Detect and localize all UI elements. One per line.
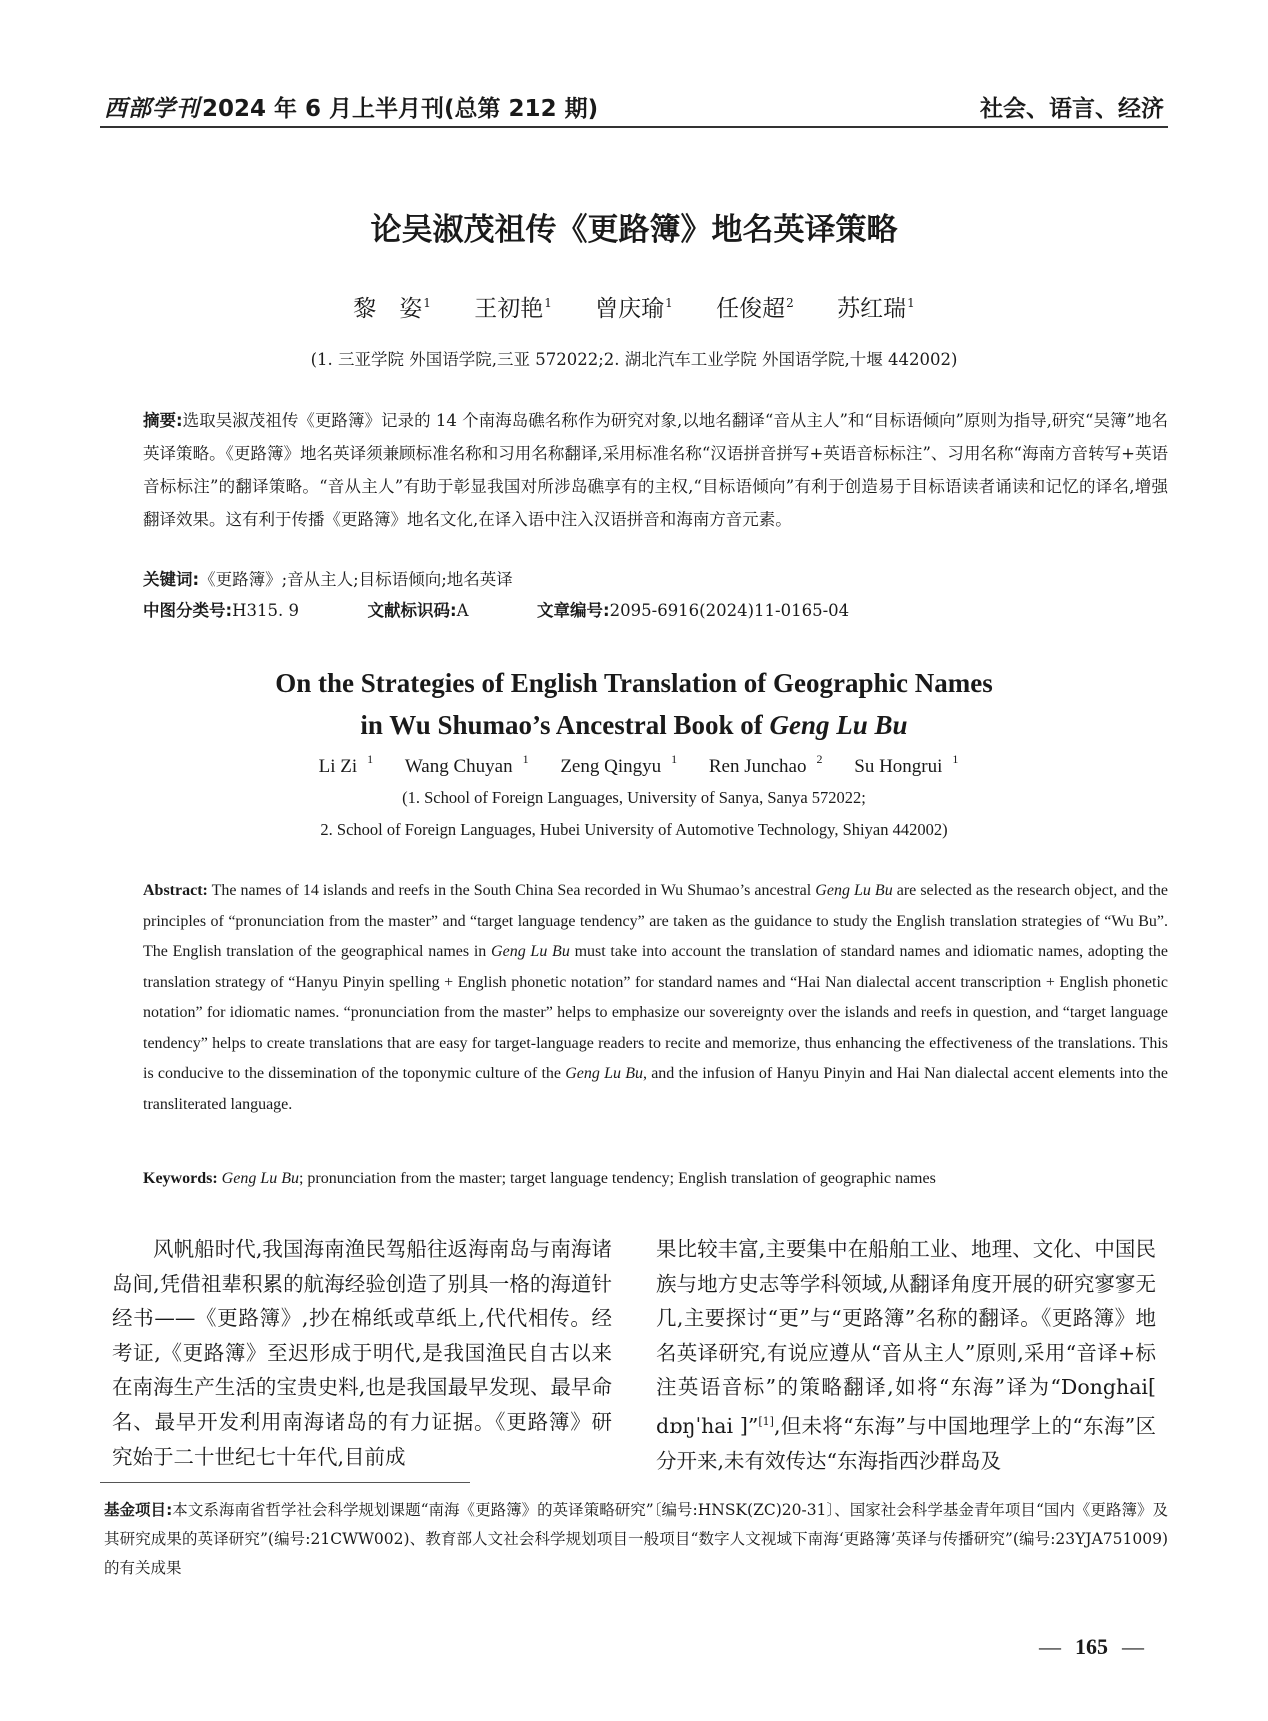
author-cn: 任俊超$^2$ xyxy=(716,296,794,322)
clc-value: H315. 9 xyxy=(232,601,299,620)
article-title-cn: 论吴淑茂祖传《更路簿》地名英译策略 xyxy=(370,212,898,248)
body-paragraph: 风帆船时代,我国海南渔民驾船往返海南岛与南海诸岛间,凭借祖辈积累的航海经验创造了别具一格的海道针经书——《更路簿》,抄在棉纸或草纸上,代代相传。经考证,《更路簿》至迟形成于明代,是我国渔民自古以来在南海生产生活的宝贵史料,也是我国最早发现、最早命名、最早开发利用南海诸岛的有力证据。《更路簿》研究始于二十世纪七十年代,目前成 xyxy=(112,1237,612,1469)
funding-text: 本文系海南省哲学社会科学规划课题“南海《更路簿》的英译策略研究”〔编号:HNSK(ZC)20-31〕、国家社会科学基金青年项目“国内《更路簿》及其研究成果的英译研究”(编号:21CWW002)、教育部人文社会科学规划项目一般项目“数字人文视域下南海‘更路簿’英译与传播研究”(编号:23YJA751009)的有关成果 xyxy=(104,1501,1169,1577)
affiliation-en-2: 2. School of Foreign Languages, Hubei University of Automotive Technology, Shiyan 442002) xyxy=(320,820,948,839)
article-title-en xyxy=(0,662,1268,746)
keywords-en-label: Keywords: xyxy=(143,1170,218,1187)
funding-label: 基金项目: xyxy=(104,1501,173,1519)
abstract-en-label: Abstract: xyxy=(143,882,208,899)
doc-code-value: A xyxy=(456,601,469,620)
author-cn: 王初艳$^1$ xyxy=(474,296,552,322)
author-en: Wang Chuyan $^1$ xyxy=(404,752,529,777)
body-paragraph: 果比较丰富,主要集中在船舶工业、地理、文化、中国民族与地方史志等学科领域,从翻译角度开展的研究寥寥无几,主要探讨“更”与“更路簿”名称的翻译。《更路簿》地名英译研究,有说应遵从“音从主人”原则,采用“音译+标注英语音标”的策略翻译,如将“东海”译为“Donghai[ dɒŋˈhai ]”[1],但未将“东海”与中国地理学上的“东海”区分开来,未有效传达“东海指西沙群岛及 xyxy=(656,1237,1156,1473)
doc-code-label: 文献标识码: xyxy=(367,601,457,620)
page-number: — 165 — xyxy=(1039,1634,1144,1659)
author-en: Su Hongrui $^1$ xyxy=(854,752,959,777)
footnote-rule xyxy=(100,1482,470,1483)
author-en: Li Zi $^1$ xyxy=(318,752,374,777)
author-cn: 苏红瑞$^1$ xyxy=(837,296,915,322)
header-rule xyxy=(100,126,1168,128)
book-title-italic: Geng Lu Bu xyxy=(769,710,908,740)
author-en: Ren Junchao $^2$ xyxy=(708,752,823,777)
author-cn: 曾庆瑜$^1$ xyxy=(595,296,673,322)
abstract-en: Abstract: The names of 14 islands and reefs in the South China Sea recorded in Wu Shumao’s ancestral Geng Lu Bu are selected as the research object, and the principles of “pronunciation from the master” and “target language tendency” are taken as the guidance to study the English translation strategies of “Wu Bu”. The English translation of the geographical names in Geng Lu Bu must take into account the translation of standard names and idiomatic names, adopting the translation strategy of “Hanyu Pinyin spelling + English phonetic notation” for standard names and “Hai Nan dialectal accent transcription + English phonetic notation” for idiomatic names. “pronunciation from the master” helps to emphasize our sovereignty over the islands and reefs in question, and “target language tendency” helps to create translations that are easy for target-language readers to recite and memorize, thus enhancing the effectiveness of the translations. This is conducive to the dissemination of the toponymic culture of the Geng Lu Bu, and the infusion of Hanyu Pinyin and Hai Nan dialectal accent elements into the transliterated language. xyxy=(143,882,1169,1113)
affiliation-en-1: (1. School of Foreign Languages, University of Sanya, Sanya 572022; xyxy=(402,788,866,807)
body-column-left xyxy=(112,1232,612,1474)
keywords-cn-label: 关键词: xyxy=(143,570,200,589)
article-number-value: 2095-6916(2024)11-0165-04 xyxy=(609,601,850,620)
abstract-cn xyxy=(143,404,1168,536)
journal-logo: 西部学刊 xyxy=(104,95,200,122)
authors-cn xyxy=(0,290,1268,323)
title-en-line1: On the Strategies of English Translation of Geographic Names xyxy=(275,668,993,698)
classification-line xyxy=(143,597,849,621)
author-cn: 黎 姿$^1$ xyxy=(353,296,431,322)
funding-footnote xyxy=(104,1496,1168,1583)
article-number-label: 文章编号: xyxy=(537,601,610,620)
authors-en xyxy=(0,752,1268,778)
abstract-cn-text: 选取吴淑茂祖传《更路簿》记录的 14 个南海岛礁名称作为研究对象,以地名翻译“音从主人”和“目标语倾向”原则为指导,研究“吴簿”地名英译策略。《更路簿》地名英译须兼顾标准名称和习用名称翻译,采用标准名称“汉语拼音拼写+英语音标标注”、习用名称“海南方音转写+英语音标标注”的翻译策略。“音从主人”有助于彰显我国对所涉岛礁享有的主权,“目标语倾向”有利于创造易于目标语读者诵读和记忆的译名,增强翻译效果。这有利于传播《更路簿》地名文化,在译入语中注入汉语拼音和海南方音元素。 xyxy=(143,411,1168,529)
journal-header xyxy=(104,90,598,123)
issue-info: 2024 年 6 月上半月刊(总第 212 期) xyxy=(202,96,599,122)
keywords-cn-text: 《更路簿》;音从主人;目标语倾向;地名英译 xyxy=(199,570,513,589)
affiliation-cn: (1. 三亚学院 外国语学院,三亚 572022;2. 湖北汽车工业学院 外国语学院,十堰 442002) xyxy=(310,350,958,369)
title-en-line2: in Wu Shumao’s Ancestral Book of Geng Lu Bu xyxy=(360,710,908,740)
author-en: Zeng Qingyu $^1$ xyxy=(560,752,678,777)
abstract-cn-label: 摘要: xyxy=(143,411,183,430)
body-column-right xyxy=(656,1232,1156,1478)
keywords-cn xyxy=(143,563,1168,596)
section-label: 社会、语言、经济 xyxy=(980,96,1164,122)
clc-label: 中图分类号: xyxy=(143,601,233,620)
keywords-en: Keywords: Geng Lu Bu; pronunciation from the master; target language tendency; English translation of geographic names xyxy=(143,1170,936,1187)
citation-ref: [1] xyxy=(758,1414,774,1428)
